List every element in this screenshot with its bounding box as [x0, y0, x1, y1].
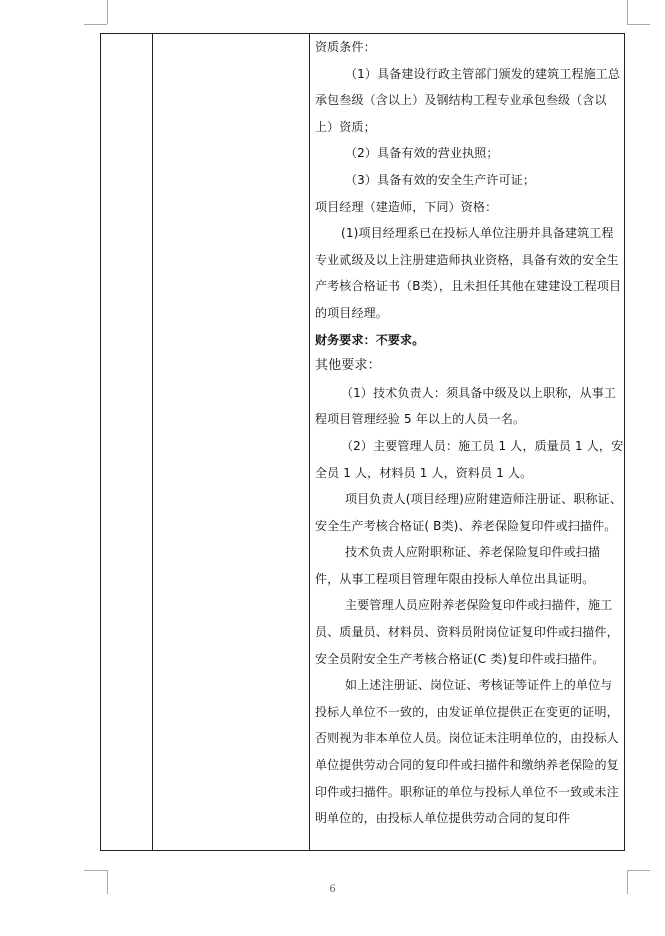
technical-leader-docs: 技术负责人应附职称证、养老保险复印件或扫描件，从事工程项目管理年限由投标人单位出具证明。: [315, 545, 601, 586]
other-requirements-heading: 其他要求：: [315, 358, 381, 374]
qualification-item-1: （1）具备建设行政主管部门颁发的建筑工程施工总承包叁级（含以上）及钢结构工程专业承包叁级（含以上）资质；: [315, 66, 621, 134]
crop-mark-top-right-v: [627, 0, 628, 24]
other-requirement-item-1: （1）技术负责人：须具备中级及以上职称，从事工程项目管理经验 5 年以上的人员一名。: [315, 385, 617, 427]
crop-mark-top-right-h: [627, 24, 650, 25]
column-divider-1: [152, 34, 153, 850]
project-manager-heading: 项目经理（建造师，下同）资格：: [315, 199, 498, 214]
financial-requirement: 财务要求：不要求。: [315, 332, 425, 347]
crop-mark-top-left-v: [107, 0, 108, 24]
management-staff-docs: 主要管理人员应附养老保险复印件或扫描件，施工员、质量员、材料员、资料员附岗位证复印件或扫描件，安全员附安全生产考核合格证(C 类)复印件或扫描件。: [315, 598, 619, 666]
qualification-item-3: （3）具备有效的安全生产许可证；: [345, 172, 536, 187]
project-leader-docs: 项目负责人(项目经理)应附建造师注册证、职称证、安全生产考核合格证( B类)、养老保险复印件或扫描件。: [315, 492, 622, 533]
page-number: 6: [329, 884, 336, 895]
qualification-item-2: （2）具备有效的营业执照；: [345, 146, 499, 161]
certificate-mismatch-note: 如上述注册证、岗位证、考核证等证件上的单位与投标人单位不一致的，由发证单位提供正在变更的证明，否则视为非本单位人员。岗位证未注明单位的，由投标人单位提供劳动合同的复印件或扫描件和缴纳养老保险的复印件或扫描件。职称证的单位与投标人单位不一致或未注明单位的，由投标人单位提供劳动合同的复印件: [315, 678, 619, 826]
crop-mark-top-left-h: [84, 24, 107, 25]
crop-mark-bottom-right-h: [627, 870, 650, 871]
qualification-heading: 资质条件：: [315, 40, 376, 54]
crop-mark-bottom-left-h: [84, 870, 107, 871]
requirements-cell: [310, 34, 624, 850]
requirements-table: [100, 33, 625, 851]
project-manager-item-1: (1)项目经理系已在投标人单位注册并具备建筑工程专业贰级及以上注册建造师执业资格，具备有效的安全生产考核合格证书（B类），且未担任其他在建建设工程项目的项目经理。: [315, 226, 622, 320]
other-requirement-item-2: （2）主要管理人员：施工员 1 人，质量员 1 人，安全员 1 人，材料员 1 人，资料员 1 人。: [315, 438, 624, 480]
